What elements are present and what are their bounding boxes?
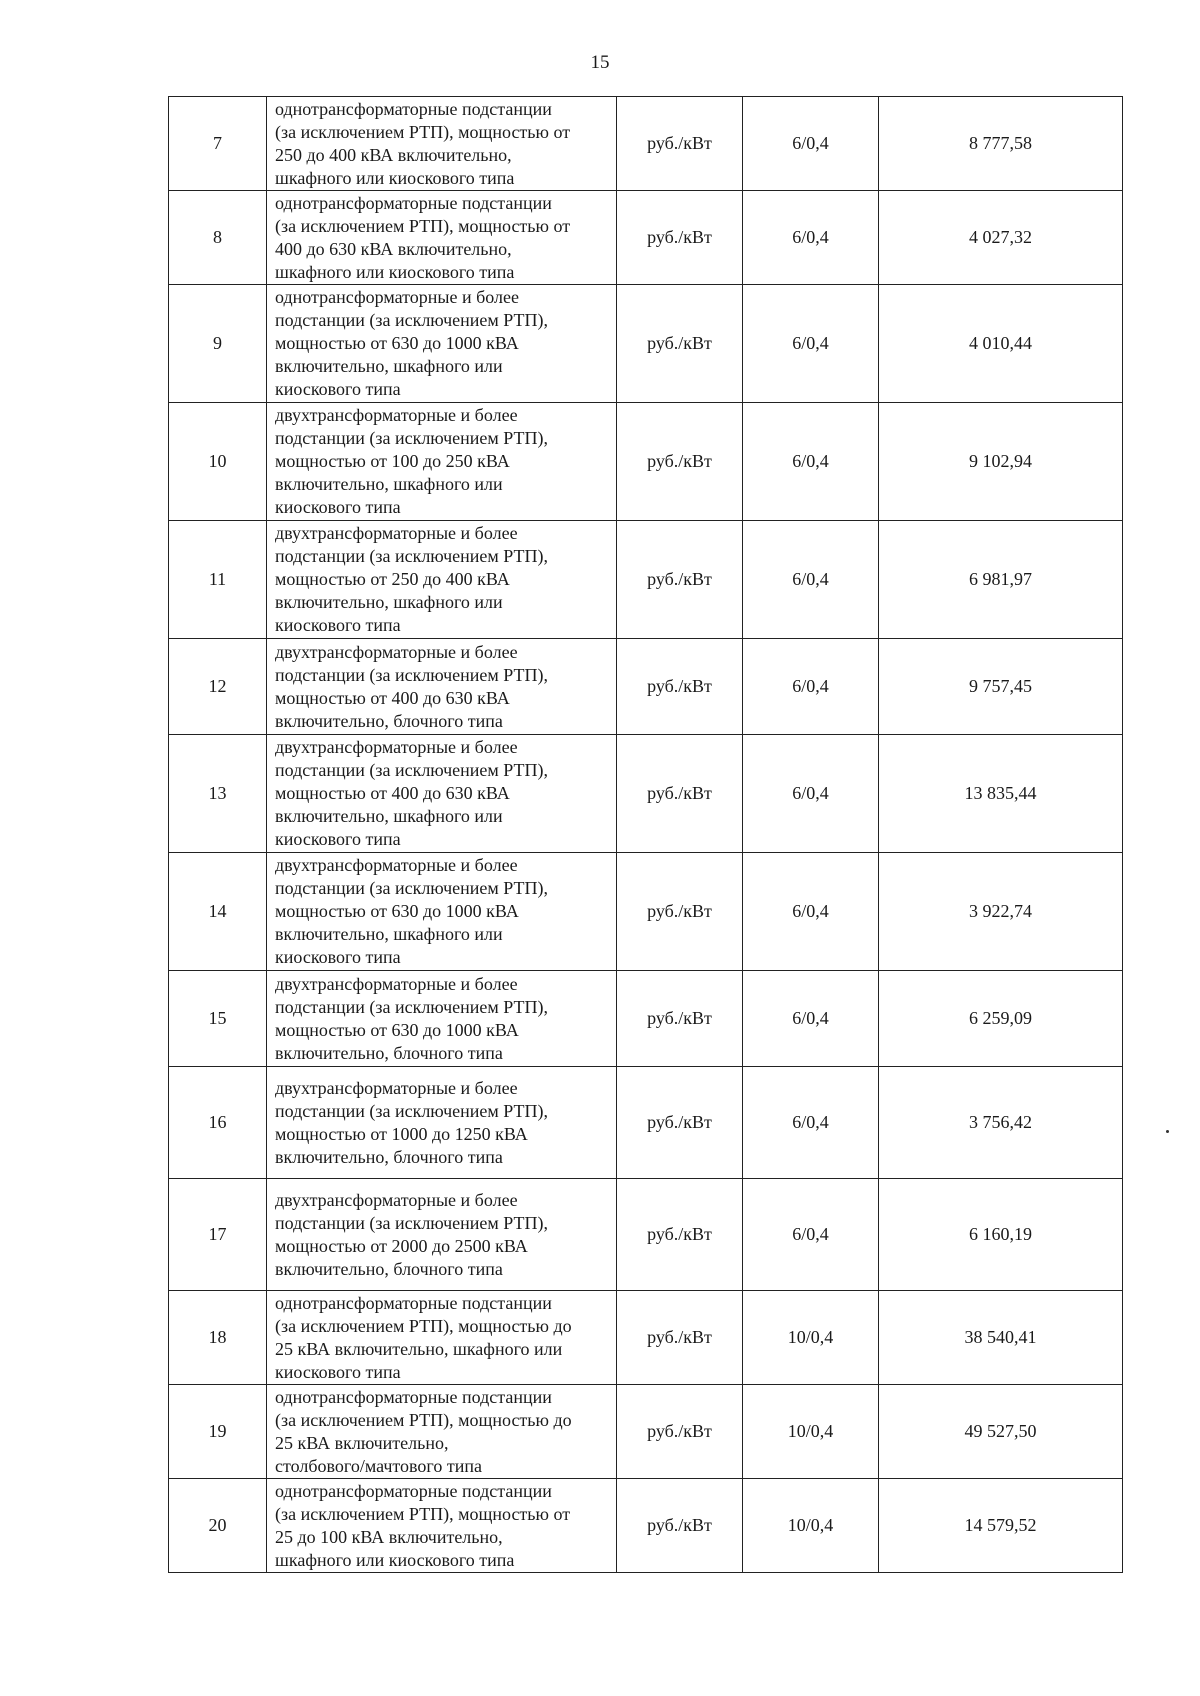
description-line: однотрансформаторные подстанции (275, 1386, 552, 1407)
unit-cell: руб./кВт (617, 971, 743, 1067)
description-line: 25 кВА включительно, (275, 1432, 449, 1453)
price-cell: 6 981,97 (879, 521, 1123, 639)
description-line: шкафного или киоскового типа (275, 261, 515, 282)
table-row (169, 735, 1123, 853)
description-line: двухтрансформаторные и более (275, 641, 518, 662)
description-line: киоскового типа (275, 947, 401, 967)
table-row (169, 191, 1123, 285)
table-row (169, 403, 1123, 521)
unit-cell: руб./кВт (617, 403, 743, 521)
description-line: включительно, блочного типа (275, 1258, 503, 1279)
description-line: (за исключением РТП), мощностью до (275, 1315, 572, 1336)
price-cell: 9 757,45 (879, 639, 1123, 735)
description-line: двухтрансформаторные и более (275, 973, 518, 994)
description-line: подстанции (за исключением РТП), (275, 760, 548, 780)
description-line: киоскового типа (275, 497, 401, 517)
table-row (169, 853, 1123, 971)
table-row (169, 97, 1123, 191)
description-line: подстанции (за исключением РТП), (275, 664, 548, 685)
description-line: включительно, шкафного или (275, 474, 503, 494)
voltage-cell: 6/0,4 (743, 735, 879, 853)
description-line: включительно, шкафного или (275, 356, 503, 376)
description-line: включительно, блочного типа (275, 1146, 503, 1167)
unit-cell: руб./кВт (617, 1179, 743, 1291)
price-cell: 14 579,52 (879, 1479, 1123, 1573)
description-line: включительно, шкафного или (275, 924, 503, 944)
table-row (169, 971, 1123, 1067)
description-line: (за исключением РТП), мощностью от (275, 1503, 571, 1524)
description-line: двухтрансформаторные и более (275, 855, 518, 875)
unit-cell: руб./кВт (617, 735, 743, 853)
row-number-cell: 9 (169, 285, 267, 403)
description-cell (267, 285, 617, 403)
row-number-cell: 12 (169, 639, 267, 735)
description-cell (267, 521, 617, 639)
description-cell (267, 1291, 617, 1385)
description-line: включительно, блочного типа (275, 710, 503, 731)
table-row (169, 285, 1123, 403)
table-row (169, 1067, 1123, 1179)
price-cell: 4 027,32 (879, 191, 1123, 285)
description-cell (267, 1067, 617, 1179)
price-cell: 49 527,50 (879, 1385, 1123, 1479)
description-line: мощностью от 630 до 1000 кВА (275, 901, 519, 921)
price-cell: 3 756,42 (879, 1067, 1123, 1179)
unit-cell: руб./кВт (617, 1385, 743, 1479)
row-number-cell: 10 (169, 403, 267, 521)
row-number-cell: 11 (169, 521, 267, 639)
voltage-cell: 6/0,4 (743, 97, 879, 191)
description-line: 250 до 400 кВА включительно, (275, 144, 512, 165)
description-line: мощностью от 2000 до 2500 кВА (275, 1235, 528, 1256)
description-line: двухтрансформаторные и более (275, 1077, 518, 1098)
unit-cell: руб./кВт (617, 1479, 743, 1573)
row-number-cell: 8 (169, 191, 267, 285)
description-line: включительно, блочного типа (275, 1042, 503, 1063)
unit-cell: руб./кВт (617, 191, 743, 285)
voltage-cell: 6/0,4 (743, 285, 879, 403)
description-cell (267, 735, 617, 853)
description-line: однотрансформаторные подстанции (275, 1292, 552, 1313)
unit-cell: руб./кВт (617, 1291, 743, 1385)
page-number: 15 (590, 52, 610, 73)
row-number-cell: 18 (169, 1291, 267, 1385)
description-line: подстанции (за исключением РТП), (275, 546, 548, 566)
description-line: мощностью от 1000 до 1250 кВА (275, 1123, 528, 1144)
description-line: киоскового типа (275, 615, 401, 635)
unit-cell: руб./кВт (617, 285, 743, 403)
voltage-cell: 10/0,4 (743, 1385, 879, 1479)
unit-cell: руб./кВт (617, 97, 743, 191)
price-cell: 13 835,44 (879, 735, 1123, 853)
unit-cell: руб./кВт (617, 639, 743, 735)
description-line: подстанции (за исключением РТП), (275, 428, 548, 448)
tariff-table-body (169, 97, 1123, 1573)
description-line: мощностью от 100 до 250 кВА (275, 451, 510, 471)
table-row (169, 1385, 1123, 1479)
description-cell (267, 97, 617, 191)
price-cell: 4 010,44 (879, 285, 1123, 403)
description-line: включительно, шкафного или (275, 592, 503, 612)
description-line: киоскового типа (275, 829, 401, 849)
voltage-cell: 6/0,4 (743, 1067, 879, 1179)
description-line: двухтрансформаторные и более (275, 1189, 518, 1210)
row-number-cell: 14 (169, 853, 267, 971)
description-line: включительно, шкафного или (275, 806, 503, 826)
row-number-cell: 13 (169, 735, 267, 853)
description-line: двухтрансформаторные и более (275, 523, 518, 543)
description-cell (267, 191, 617, 285)
row-number-cell: 20 (169, 1479, 267, 1573)
description-cell (267, 403, 617, 521)
description-line: двухтрансформаторные и более (275, 737, 518, 757)
unit-cell: руб./кВт (617, 1067, 743, 1179)
voltage-cell: 6/0,4 (743, 403, 879, 521)
description-line: шкафного или киоскового типа (275, 1549, 515, 1570)
row-number-cell: 15 (169, 971, 267, 1067)
description-cell (267, 853, 617, 971)
description-line: киоскового типа (275, 379, 401, 399)
voltage-cell: 6/0,4 (743, 971, 879, 1067)
description-line: 25 кВА включительно, шкафного или (275, 1338, 563, 1359)
description-cell (267, 1479, 617, 1573)
row-number-cell: 16 (169, 1067, 267, 1179)
description-line: двухтрансформаторные и более (275, 405, 518, 425)
description-cell (267, 971, 617, 1067)
table-row (169, 1179, 1123, 1291)
description-line: подстанции (за исключением РТП), (275, 310, 548, 330)
voltage-cell: 10/0,4 (743, 1291, 879, 1385)
description-line: мощностью от 250 до 400 кВА (275, 569, 510, 589)
description-line: (за исключением РТП), мощностью от (275, 121, 571, 142)
description-line: мощностью от 630 до 1000 кВА (275, 1019, 519, 1040)
price-cell: 3 922,74 (879, 853, 1123, 971)
table-row (169, 1291, 1123, 1385)
voltage-cell: 6/0,4 (743, 1179, 879, 1291)
price-cell: 8 777,58 (879, 97, 1123, 191)
description-line: 25 до 100 кВА включительно, (275, 1526, 503, 1547)
description-line: мощностью от 400 до 630 кВА (275, 687, 510, 708)
price-cell: 9 102,94 (879, 403, 1123, 521)
scan-speck (1166, 1130, 1169, 1133)
voltage-cell: 6/0,4 (743, 639, 879, 735)
description-line: однотрансформаторные и более (275, 287, 519, 307)
table-row (169, 521, 1123, 639)
description-line: 400 до 630 кВА включительно, (275, 238, 512, 259)
description-line: однотрансформаторные подстанции (275, 98, 552, 119)
voltage-cell: 6/0,4 (743, 853, 879, 971)
description-cell (267, 1385, 617, 1479)
price-cell: 6 259,09 (879, 971, 1123, 1067)
description-line: подстанции (за исключением РТП), (275, 1100, 548, 1121)
description-line: подстанции (за исключением РТП), (275, 878, 548, 898)
description-line: однотрансформаторные подстанции (275, 192, 552, 213)
description-line: подстанции (за исключением РТП), (275, 1212, 548, 1233)
voltage-cell: 6/0,4 (743, 521, 879, 639)
description-cell (267, 1179, 617, 1291)
description-line: мощностью от 630 до 1000 кВА (275, 333, 519, 353)
voltage-cell: 10/0,4 (743, 1479, 879, 1573)
description-line: шкафного или киоскового типа (275, 167, 515, 188)
description-line: киоскового типа (275, 1361, 401, 1382)
row-number-cell: 17 (169, 1179, 267, 1291)
description-cell (267, 639, 617, 735)
row-number-cell: 19 (169, 1385, 267, 1479)
price-cell: 38 540,41 (879, 1291, 1123, 1385)
table-row (169, 639, 1123, 735)
tariff-table (168, 96, 1123, 1573)
table-row (169, 1479, 1123, 1573)
unit-cell: руб./кВт (617, 521, 743, 639)
description-line: однотрансформаторные подстанции (275, 1480, 552, 1501)
description-line: (за исключением РТП), мощностью от (275, 215, 571, 236)
unit-cell: руб./кВт (617, 853, 743, 971)
description-line: мощностью от 400 до 630 кВА (275, 783, 510, 803)
description-line: подстанции (за исключением РТП), (275, 996, 548, 1017)
price-cell: 6 160,19 (879, 1179, 1123, 1291)
description-line: (за исключением РТП), мощностью до (275, 1409, 572, 1430)
voltage-cell: 6/0,4 (743, 191, 879, 285)
description-line: столбового/мачтового типа (275, 1455, 482, 1476)
row-number-cell: 7 (169, 97, 267, 191)
